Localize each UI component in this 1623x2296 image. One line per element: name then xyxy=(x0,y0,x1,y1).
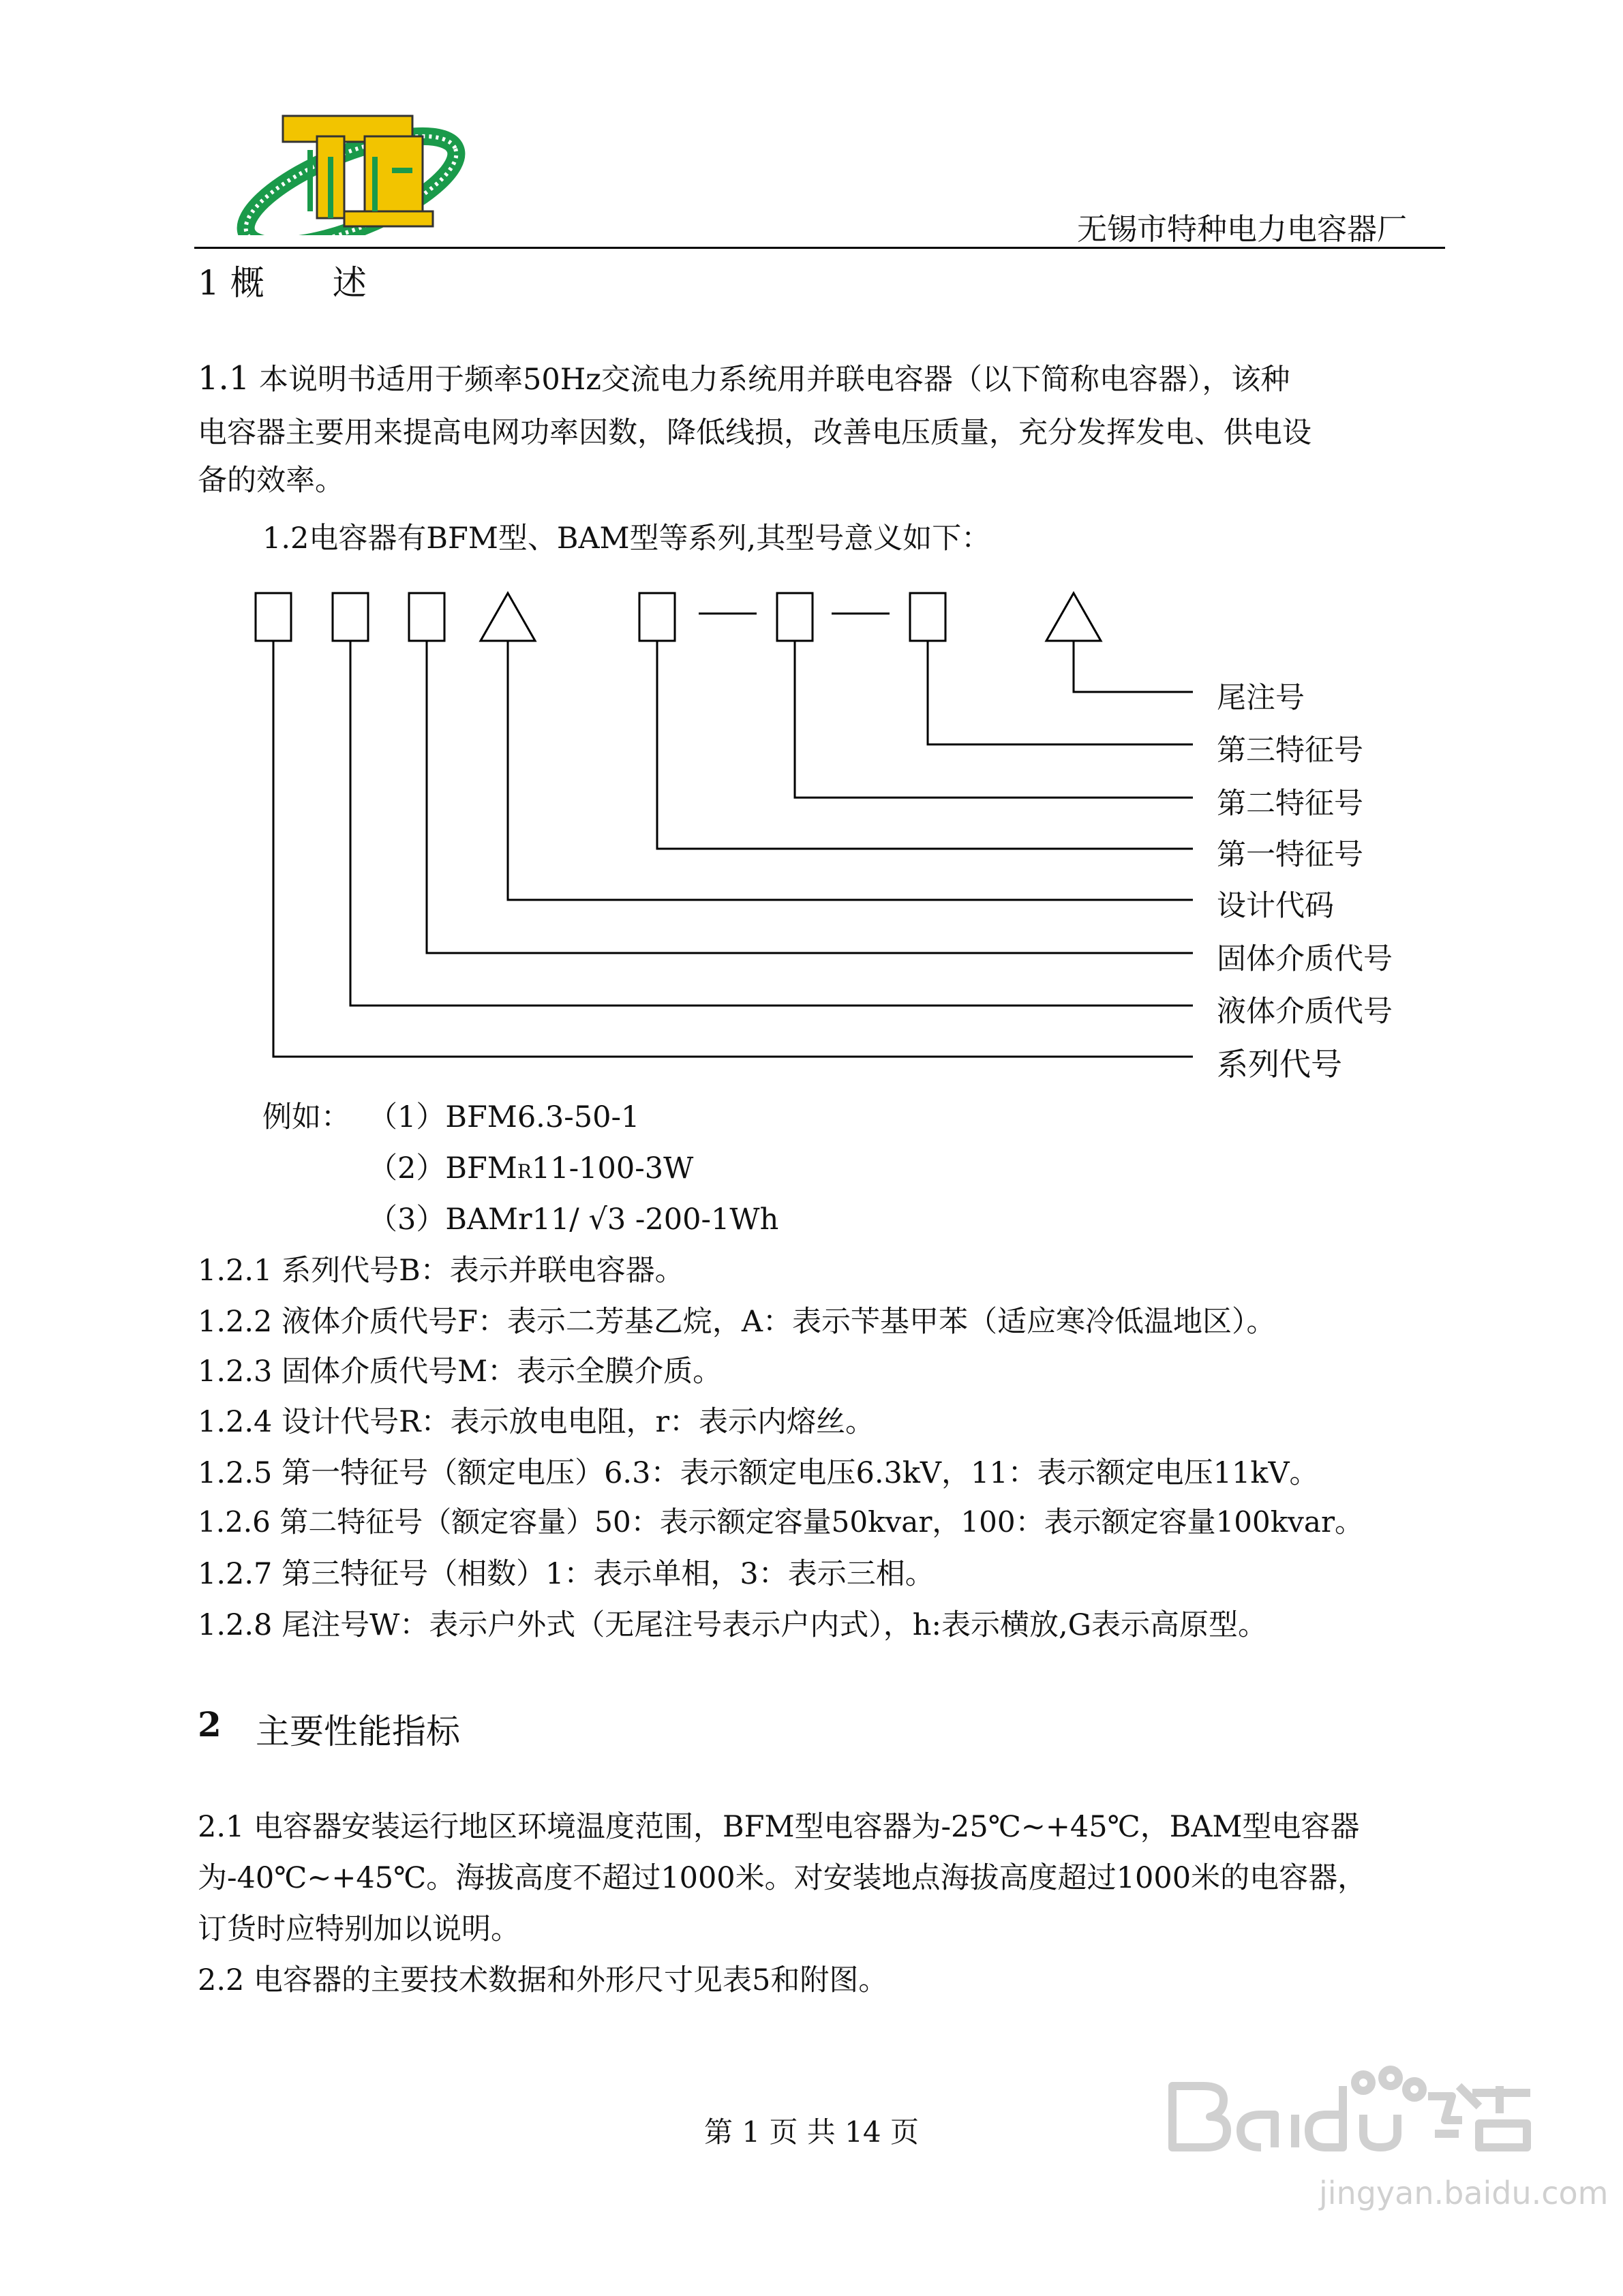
paragraph-2-1-line1: 2.1 电容器安装运行地区环境温度范围，BFM型电容器为-25℃~+45℃，BAM型电容器 xyxy=(198,1810,1360,1844)
example-2-subscript: R xyxy=(517,1160,532,1183)
label-first: 第一特征号 xyxy=(1217,838,1363,872)
example-3: （3）BAMr11/ √3 -200-1Wh xyxy=(368,1203,779,1237)
paragraph-1-1-line2: 电容器主要用来提高电网功率因数，降低线损，改善电压质量，充分发挥发电、供电设 xyxy=(198,416,1311,450)
leader-liquid xyxy=(350,641,1193,1006)
paragraph-1-2: 1.2电容器有BFM型、BAM型等系列,其型号意义如下： xyxy=(262,522,991,556)
box-third xyxy=(910,593,945,641)
section-2-number: 2 xyxy=(198,1704,222,1744)
leader-second xyxy=(795,641,1193,798)
company-name: 无锡市特种电力电容器厂 xyxy=(1077,212,1407,247)
paragraph-1-1-line1: 本说明书适用于频率50Hz交流电力系统用并联电容器（以下简称电容器），该种 xyxy=(259,363,1290,397)
paragraph-1-1-line3: 备的效率。 xyxy=(198,464,344,498)
example-2-part-a: （2）BFM xyxy=(368,1151,517,1185)
paragraph-2-1-line3: 订货时应特别加以说明。 xyxy=(198,1912,520,1946)
label-series: 系列代号 xyxy=(1217,1046,1342,1083)
item-1-2-7: 1.2.7 第三特征号（相数）1：表示单相，3：表示三相。 xyxy=(198,1557,935,1591)
label-third: 第三特征号 xyxy=(1217,734,1363,768)
item-1-2-5: 1.2.5 第一特征号（额定电压）6.3：表示额定电压6.3kV，11：表示额定电压11kV。 xyxy=(198,1456,1319,1490)
label-liquid: 液体介质代号 xyxy=(1217,995,1393,1029)
paragraph-2-2: 2.2 电容器的主要技术数据和外形尺寸见表5和附图。 xyxy=(198,1963,888,1997)
leader-design xyxy=(508,641,1193,900)
box-liquid xyxy=(333,593,368,641)
watermark-url: jingyan.baidu.com xyxy=(1319,2175,1609,2211)
box-series xyxy=(256,593,291,641)
label-design: 设计代码 xyxy=(1217,889,1334,923)
item-1-2-3: 1.2.3 固体介质代号M：表示全膜介质。 xyxy=(198,1355,723,1389)
label-suffix: 尾注号 xyxy=(1217,681,1305,715)
item-1-2-8: 1.2.8 尾注号W：表示户外式（无尾注号表示户内式），h:表示横放,G表示高原型。 xyxy=(198,1608,1267,1642)
item-1-2-2: 1.2.2 液体介质代号F：表示二芳基乙烷，A：表示苄基甲苯（适应寒冷低温地区）。 xyxy=(198,1305,1276,1339)
example-2-part-b: 11-100-3W xyxy=(531,1151,694,1185)
example-2 xyxy=(368,1145,693,1187)
item-1-2-4: 1.2.4 设计代号R：表示放电电阻，r：表示内熔丝。 xyxy=(198,1405,875,1439)
triangle-design xyxy=(481,593,535,641)
leader-suffix xyxy=(1074,641,1193,692)
paragraph-1-1-number: 1.1 xyxy=(198,359,250,397)
item-1-2-6: 1.2.6 第二特征号（额定容量）50：表示额定容量50kvar，100：表示额定容量100kvar。 xyxy=(198,1505,1364,1539)
paragraph-2-1-line2: 为-40℃~+45℃。海拔高度不超过1000米。对安装地点海拔高度超过1000米的电容器， xyxy=(198,1861,1367,1895)
box-solid xyxy=(409,593,444,641)
section-2-title: 主要性能指标 xyxy=(256,1712,460,1751)
item-1-2-1: 1.2.1 系列代号B：表示并联电容器。 xyxy=(198,1254,684,1288)
examples-prefix: 例如： xyxy=(262,1100,350,1134)
example-1: （1）BFM6.3-50-1 xyxy=(368,1100,640,1134)
baidu-watermark-logo xyxy=(1159,2059,1541,2168)
label-solid: 固体介质代号 xyxy=(1217,942,1393,976)
box-first xyxy=(639,593,675,641)
page-number: 第 1 页 共 14 页 xyxy=(704,2115,919,2149)
section-1-title: 1 概 述 xyxy=(198,263,367,303)
box-second xyxy=(777,593,813,641)
triangle-suffix xyxy=(1046,593,1101,641)
label-second: 第二特征号 xyxy=(1217,787,1363,821)
